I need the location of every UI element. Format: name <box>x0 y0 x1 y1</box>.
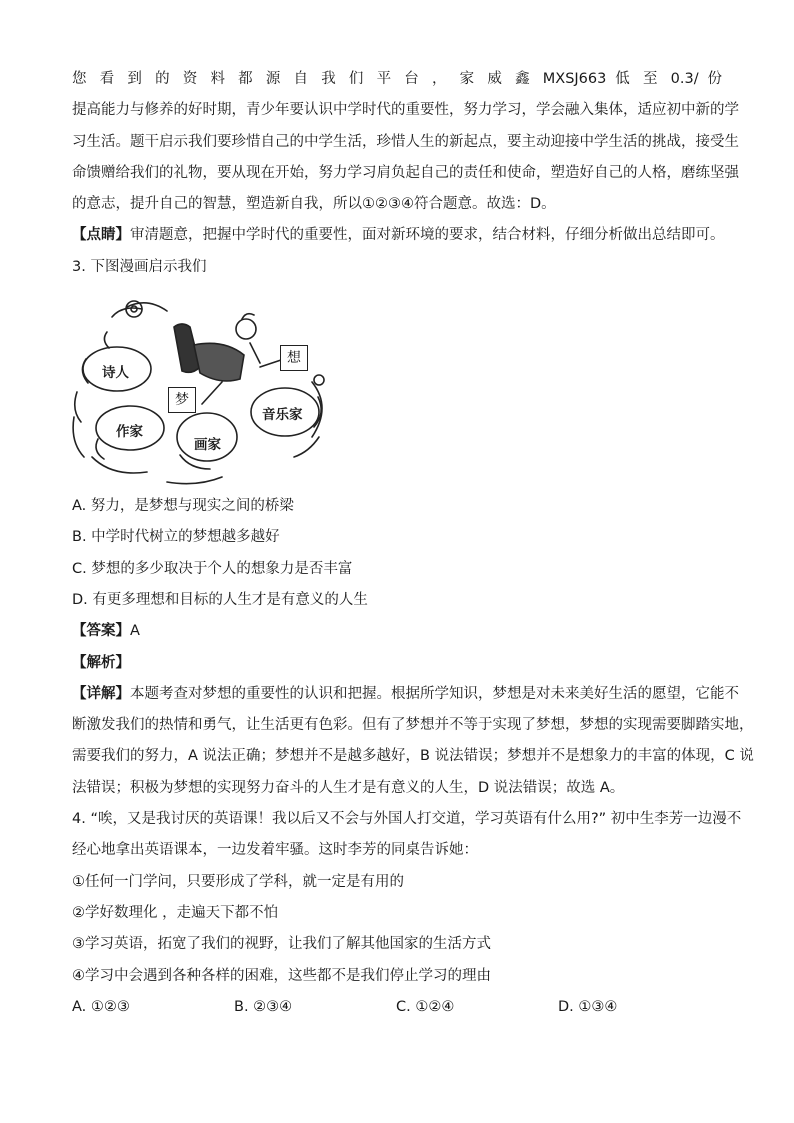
watermark-line: 您 看 到 的 资 料 都 源 自 我 们 平 台 ， 家 威 鑫 MXSJ663 低 至 0.3/ 份 <box>72 71 722 87</box>
paragraph-line: 习生活。题干启示我们要珍惜自己的中学生活，珍惜人生的新起点，要主动迎接中学生活的挑战，接受生 <box>72 133 739 150</box>
label-dream-box: 梦 <box>168 387 196 413</box>
detail-line: 需要我们的努力，A 说法正确；梦想并不是越多越好，B 说法错误；梦想并不是想象力的丰富的体现，C 说 <box>72 748 754 765</box>
paragraph-line: 的意志，提升自己的智慧，塑造新自我，所以①②③④符合题意。故选：D。 <box>72 196 556 213</box>
jiexi-tag: 【解析】 <box>72 654 130 671</box>
dianjing-text: 审清题意，把握中学时代的重要性，面对新环境的要求，结合材料，仔细分析做出总结即可。 <box>130 227 725 244</box>
option-c: C. 梦想的多少取决于个人的想象力是否丰富 <box>72 560 353 577</box>
label-poet: 诗人 <box>102 365 129 382</box>
detail-text: 本题考查对梦想的重要性的认识和把握。根据所学知识，梦想是对未来美好生活的愿望，它能不 <box>130 685 739 702</box>
choice-b: B. ②③④ <box>234 998 293 1015</box>
dream-cartoon <box>72 287 332 485</box>
choice-row <box>72 992 722 1023</box>
question-4-stem: 4. “唉，又是我讨厌的英语课！我以后又不会与外国人打交道，学习英语有什么用?” 初中生李芳一边漫不 <box>72 811 742 828</box>
label-musician: 音乐家 <box>262 407 303 424</box>
question-3-stem: 3. 下图漫画启示我们 <box>72 258 207 275</box>
option-d: D. 有更多理想和目标的人生才是有意义的人生 <box>72 591 368 608</box>
detail-line: 断激发我们的热情和勇气，让生活更有色彩。但有了梦想并不等于实现了梦想，梦想的实现需要脚踏实地， <box>72 717 754 734</box>
dianjing-tag: 【点睛】 <box>72 227 130 244</box>
answer-tag: 【答案】 <box>72 623 130 640</box>
choice-a: A. ①②③ <box>72 998 130 1015</box>
option-a: A. 努力，是梦想与现实之间的桥梁 <box>72 498 294 515</box>
detail-line <box>72 679 739 710</box>
cartoon-drawing <box>72 287 332 485</box>
statement-3: ③学习英语，拓宽了我们的视野，让我们了解其他国家的生活方式 <box>72 936 491 953</box>
label-painter: 画家 <box>194 437 221 454</box>
choice-c: C. ①②④ <box>396 998 455 1015</box>
document-page <box>72 64 754 1023</box>
label-think-box: 想 <box>280 345 308 371</box>
statement-1: ①任何一门学问，只要形成了学科，就一定是有用的 <box>72 873 404 890</box>
label-writer: 作家 <box>116 424 143 441</box>
answer-value: A <box>130 623 140 640</box>
detail-tag: 【详解】 <box>72 685 130 702</box>
detail-line: 法错误；积极为梦想的实现努力奋斗的人生才是有意义的人生，D 说法错误；故选 A。 <box>72 779 625 796</box>
statement-4: ④学习中会遇到各种各样的困难，这些都不是我们停止学习的理由 <box>72 967 491 984</box>
question-4-stem: 经心地拿出英语课本，一边发着牢骚。这时李芳的同桌告诉她： <box>72 842 478 859</box>
choice-d: D. ①③④ <box>558 998 618 1015</box>
answer-line <box>72 616 722 647</box>
paragraph-line: 提高能力与修养的好时期，青少年要认识中学时代的重要性，努力学习，学会融入集体，适应初中新的学 <box>72 102 739 119</box>
dianjing-line <box>72 220 725 251</box>
option-b: B. 中学时代树立的梦想越多越好 <box>72 529 280 546</box>
paragraph-line: 命馈赠给我们的礼物，要从现在开始，努力学习肩负起自己的责任和使命，塑造好自己的人格，磨练坚强 <box>72 164 739 181</box>
statement-2: ②学好数理化 ，走遍天下都不怕 <box>72 904 279 921</box>
